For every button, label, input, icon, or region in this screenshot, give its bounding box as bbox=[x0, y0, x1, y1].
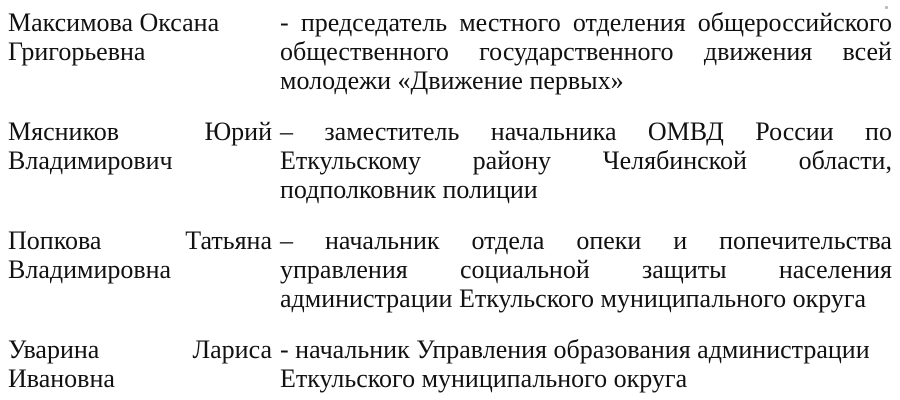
member-name-line: Григорьевна bbox=[8, 37, 146, 66]
word: области, bbox=[798, 146, 892, 175]
word: всей bbox=[842, 37, 892, 66]
member-name-line bbox=[8, 117, 272, 146]
member-position-line bbox=[280, 37, 892, 66]
word: движения bbox=[703, 37, 813, 66]
word: - bbox=[280, 8, 289, 37]
word: опеки bbox=[576, 226, 642, 255]
member-name bbox=[8, 8, 272, 66]
word: общероссийского bbox=[697, 8, 892, 37]
word: Татьяна bbox=[185, 226, 272, 255]
word: попечительства bbox=[719, 226, 892, 255]
word: Мясников bbox=[8, 117, 120, 146]
member-position bbox=[280, 8, 892, 95]
member-name-line: Владимирович bbox=[8, 146, 173, 175]
member-name-line: Владимировна bbox=[8, 255, 172, 284]
member-position bbox=[280, 226, 892, 313]
word: населения bbox=[778, 255, 892, 284]
word: России bbox=[755, 117, 834, 146]
word: общественного bbox=[280, 37, 449, 66]
word: отдела bbox=[471, 226, 545, 255]
member-position-line: Еткульского муниципального округа bbox=[280, 364, 688, 393]
word: Лариса bbox=[192, 335, 272, 364]
word: государственного bbox=[479, 37, 674, 66]
member-position-line bbox=[280, 255, 892, 284]
member-position-line: подполковник полиции bbox=[280, 175, 538, 204]
word: заместитель bbox=[324, 117, 460, 146]
member-position-line bbox=[280, 117, 892, 146]
member-position-line: молодежи «Движение первых» bbox=[280, 66, 624, 95]
member-position-line: администрации Еткульского муниципального округа bbox=[280, 284, 867, 313]
member-position-line bbox=[280, 146, 892, 175]
member-name-line: Максимова Оксана bbox=[8, 8, 220, 37]
word: защиты bbox=[642, 255, 727, 284]
word: по bbox=[865, 117, 892, 146]
word: отделения bbox=[572, 8, 686, 37]
member-name-line bbox=[8, 335, 272, 364]
word: социальной bbox=[459, 255, 590, 284]
member-name bbox=[8, 335, 272, 393]
member-position-line bbox=[280, 226, 892, 255]
member-position bbox=[280, 117, 892, 204]
word: Юрий bbox=[204, 117, 272, 146]
word: начальника bbox=[490, 117, 617, 146]
word: Челябинской bbox=[602, 146, 747, 175]
word: Уварина bbox=[8, 335, 100, 364]
member-name bbox=[8, 117, 272, 175]
word: – bbox=[280, 117, 293, 146]
word: управления bbox=[280, 255, 408, 284]
word: Попкова bbox=[8, 226, 102, 255]
member-name bbox=[8, 226, 272, 284]
member-position bbox=[280, 335, 892, 393]
word: району bbox=[472, 146, 552, 175]
member-position-line bbox=[280, 8, 892, 37]
word: начальник bbox=[324, 226, 440, 255]
word: ОМВД bbox=[647, 117, 724, 146]
member-name-line bbox=[8, 226, 272, 255]
word: и bbox=[673, 226, 688, 255]
word: Еткульскому bbox=[280, 146, 422, 175]
member-name-line: Ивановна bbox=[8, 364, 115, 393]
word: – bbox=[280, 226, 293, 255]
word: председатель bbox=[300, 8, 448, 37]
member-position-line: - начальник Управления образования администрации bbox=[280, 335, 870, 364]
word: местного bbox=[459, 8, 561, 37]
